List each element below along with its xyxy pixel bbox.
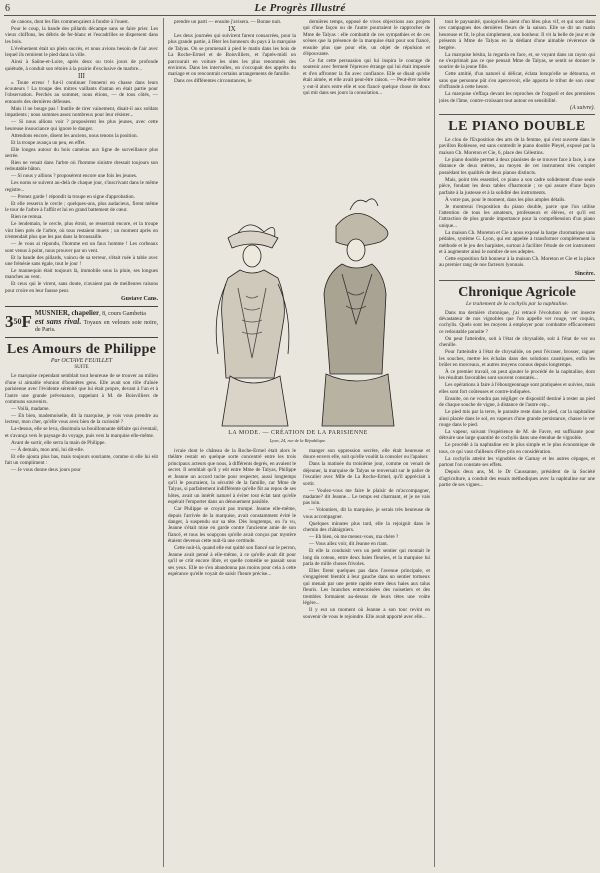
ad-price: $3^{50}F$: [5, 311, 32, 331]
paragraph: Et ceux qui le virent, sans doute, n'avaient pas de meilleures raisons pour croire en leur fausse peur.: [5, 281, 158, 294]
paragraph: de canons, dont les fûts commençaient à fondre à l'ouest.: [11, 19, 130, 25]
paragraph: Les opérations à faire à l'ébourgeonnage sont pratiquées et suivies, mais elles sont fort coûteuses et contre-indiquées.: [439, 382, 595, 395]
paragraph: prendre un parti — ensuite j'avisera. — Bonne nuit.: [174, 19, 282, 25]
paragraph: Ensuite, on ne voudra pas négliger ce dispositif destiné à rester au pied de chaque souche de vigne, à distance de l'autre cep...: [439, 395, 595, 409]
page-number: 6: [5, 3, 10, 14]
paragraph: Elles firent quelques pas dans l'avenue principale, et s'engagèrent bientôt à leur gauche dans un sentier tortueux qui menait par une pente rapide entre deux haies aux talus fleuris. Les branches entrecroisées des noisetiers et des trembles formaient au-dessus de leurs têtes une voûte légère...: [303, 568, 430, 607]
column-2-bottom: [168, 448, 296, 868]
section-numeral: III: [78, 71, 85, 80]
paragraph: « Toute erreur ! fut-il continuer l'ennemi en chasse dans leurs écouteurs ! La troupe des mitres vaillants d'antan en était partie pour l'observation. Perchés au sommet, nous étions, — de tous côtés, — entourés des dernières défenses.: [5, 79, 158, 105]
paragraph: — Voilà, madame.: [11, 405, 50, 412]
paragraph: Quelques minutes plus tard, elle la rejoignit dans le chemin des châtaigniers.: [303, 520, 430, 534]
column-1: [5, 19, 158, 867]
feuilleton-continued: [168, 448, 296, 577]
paragraph: Mais, point très essentiel, ce piano a son cadre solidement d'une seule pièce, fondant les deux tables d'harmonie ; ce qui assure d'une façon parfaite à la justesse et à la solidité des instruments.: [439, 176, 595, 196]
paragraph: Dans ces différentes circonstances, le: [174, 78, 252, 85]
paragraph: Le procédé à la naphtaline est le plus simple et le plus économique de tous, ce qui vaut d'ailleurs d'être pris en considération.: [439, 442, 595, 455]
paragraph: Le piano double permet à deux pianistes de se trouver face à face, à une distance de deux mètres, au moyen de cet instrument très complet possédant les qualités de deux pianos distincts.: [439, 156, 595, 176]
paragraph: Rien ne remua.: [11, 214, 43, 221]
paragraph: manger son oppression secrète, elle était heureuse et douce envers elle, soit qu'elle voulût la consoler ou l'apaiser.: [303, 448, 430, 461]
feuilleton-continued: [303, 19, 430, 96]
paragraph: Avant de sortir, elle serra la main de Philippe.: [11, 439, 106, 446]
paragraph: La cochylis atteint les vignobles de Gamay et les autres cépages, et partout l'on constate ses effets.: [439, 455, 595, 469]
piano-heading: LE PIANO DOUBLE: [448, 119, 586, 135]
paragraph: Les noms se suivent au-delà de chaque jour, s'inscrivant dans le même registre...: [5, 180, 158, 193]
page-header: [0, 0, 600, 16]
paragraph: Ainsi à Saône-et-Loire, après deux ou trois jours de profonde quiétude, à conduit son rétoire à la prairie d'exclusive de marbre...: [5, 59, 158, 72]
article-signature: Gustave Cans.: [120, 296, 158, 303]
paragraph: Le pied mis par la terre, le parasite reste dans le pied, car la naphtaline ainsi placée dans le sol, en vapeurs d'une grande persistance, chasse le ver rouge dans le pied.: [439, 409, 595, 429]
ad-text: MUSNIER, chapelier, 8, cours Gambetta est sans rival. Toyaux en velours soie noire, de Paris.: [34, 308, 158, 333]
feuilleton-continued: [439, 19, 595, 104]
paragraph: L'événement était un plein succès, et nous avions besoin de l'air avec lequel ils remirent le pied dans la ville.: [5, 45, 158, 59]
paragraph: Cette amitié, d'un naturel si délicat, éclata lorsqu'elle se détourna, et sans que personne pût s'en apercevoir, elle apporta le tribut de son cœur d'offrande à cette heure.: [439, 71, 595, 91]
paragraph: Et la bande des pillards, vaincu de sa terreur, s'était ruée à table avec une frénésie sans égale, tout le jour !: [5, 254, 158, 267]
column-3-top: [303, 19, 430, 194]
paragraph: Elle longea autour du bois caméras aux ligne de surveillance plus serrée.: [5, 146, 158, 160]
paragraph: La maison Ch. Moreton et Cie a nous exposé la harpe chromatique sans pédales, système G. Lyon, qui est appelée à transformer complètement la méthode et le jeu des harpistes, surtout à faciliter l'étude de cet instrument et à augmenter ainsi le nombre de ses adeptes.: [439, 229, 595, 255]
paragraph: Et elle ajouta plus bas, mais toujours souriante, comme si elle lui eût fait un compliment :: [5, 453, 158, 467]
agri-subheading: Le traitement de la cochylis par la naphtaline.: [465, 301, 569, 308]
advertisement: [5, 306, 158, 338]
feuilleton-suite: SUITE: [74, 364, 89, 370]
masthead: Le Progrès Illustré: [254, 2, 346, 14]
paragraph: Rien ne venait dans l'arbre où l'homme sinistre dressait toujours son redoutable bâton.: [5, 160, 158, 173]
paragraph: La vapeur, suivant l'expérience de M. de Favre, est suffisante pour détruire une large quantité de cochylis dans une étendue de vignoble.: [439, 429, 595, 442]
paragraph: — Je vous donne deux jours pour: [11, 467, 81, 474]
left-figure: [216, 225, 289, 426]
paragraph: tout le paysanité, quoiqu'elles aient d'un bleu plus vif, et qui sont dans ces campagnes des dernières fleurs de la saison. Elle se dit un matin heureuse et fit, le plus simplement, son bonheur. Il vit la belle de jour et de présents à Mme de Talyas en la dédiant d'une aimable révérence de bergère.: [439, 19, 595, 51]
piano-signature: Sincère.: [574, 270, 595, 277]
paragraph: — Si nous y allions ? proposèrent encore une fois les jeunes.: [11, 173, 138, 180]
paragraph: Les deux journées qui suivirent furent consacrées, pour la plus grande partie, à fêter les honneurs du pays à la marquise de Talyas. On se promenait à pied le matin dans les bois de La Roche-Ermel et de Boisvilliers, et l'après-midi on parcourait en voiture les sites les plus renommés des environs. Dans les intervalles, on s'occupait des apprêts du mariage et on rencontrait certains arrangements de famille.: [168, 33, 296, 78]
article-text: [5, 19, 158, 294]
section-divider: [439, 280, 595, 281]
paragraph: — Volontiers, dit la marquise, je serais très heureuse de vous accompagner.: [303, 507, 430, 520]
paragraph: — Prenez garde ! répondit la troupe en signe d'approbation.: [11, 193, 135, 200]
paragraph: La marquise hésita, la regarda en face, et, se voyant dans un rayon qui ne s'exprimait pas ce que pensait Mme de Talyas, se sentit se donner le sourire de la jeune fille.: [439, 51, 595, 71]
paragraph: Ce fut cette persuasion qui lui inspira le courage de soutenir avec fermeté l'épreuve étrange qui lui était imposée et d'en affronter la fin avec confiance. Elle se disait qu'elle était aimée, et elle avait peut-être raison. — Peut-être même y eut-il alors entre elle et son fiancé quelque chose de doux qui mit dans ses jours la consolation...: [303, 58, 430, 97]
section-divider: [439, 114, 595, 115]
paragraph: Depuis deux ans, M. le Dr Caussanne, président de la Société d'agriculture, a conduit des essais méthodiques avec la naphtaline sur une partie de ses vignes...: [439, 469, 595, 489]
feuilleton-title: Les Amours de Philippe: [6, 341, 157, 357]
paragraph: Le marquise cependant semblait tout heureuse de se trouver au milieu d'une si aimable réunion d'honnêtes gens. Elle avait son rôle d'aînée parisienne avec l'évidente sérénité que lui était propre, devant à l'un et à l'autre une grande prévenance, rappelant à M. de Boisvilliers de communs souvenirs.: [5, 373, 158, 405]
paragraph: On peut l'atteindre, soit à l'état de chrysalide, soit à l'état de ver ou chenille.: [439, 335, 595, 349]
agri-article: [439, 310, 595, 489]
column-4: [439, 19, 595, 867]
piano-article: [439, 137, 595, 269]
column-divider: [434, 18, 435, 867]
paragraph: Cette exposition fait honneur à la maison Ch. Moreton et Cie et la place au premier rang de nos facteurs lyonnais.: [439, 255, 595, 269]
paragraph: À votre pas, pour le moment, dans les plus amples détails.: [445, 196, 566, 203]
paragraph: Pour le coup, la bande des pillards décampe sans se faire prier. Les vieux chiffons, les débris de fer-blanc et l'escadrilles se dispersent dans les bois.: [5, 26, 158, 45]
section-numeral: IX: [228, 25, 236, 33]
paragraph: Je montrerai l'exposition du piano double, parce que l'on utilise l'attention de tous les amateurs, professeurs et élèves, et qu'il est l'attraction de plus grande importance pour la compréhension d'un piano unique...: [439, 203, 595, 229]
feuilleton-continued: [303, 448, 430, 620]
column-3-bottom: [303, 448, 430, 868]
paragraph: La marquise s'effaça devant les reproches de l'orgueil et des premières joies de l'âme, contre-croissant tout autour en sensibilité.: [439, 91, 595, 104]
header-rule: [4, 15, 596, 16]
illustration-caption: LA MODE. — CRÉATION DE LA PARISIENNE: [228, 430, 368, 436]
paragraph: Et elle la conduisit vers un petit sentier qui montait le long du coteau, entre deux haies fleuries, et la marquise lui parla de mille choses frivoles.: [303, 548, 430, 568]
paragraph: Car Philippe se croyait pas trompé. Jeanne elle-même, depuis l'arrivée de la marquise, avait constamment évité le danger, à suspendu sur sa tête. Dès longtemps, on l'a vu, Jeanne s'était mise en garde contre l'ancienne amie de son fiancé, et tous les soupçons qu'elle avait conçus par mystère étaient devenus cette nuit-là une certitude.: [168, 506, 296, 545]
paragraph: ivraie dont le château de la Roche-Ermel était alors le théâtre restait en quelque sorte concentré entre les trois principaux acteurs que nous, à différents degrés, en avaient le secret. Il semblait qu'il y eût entre Mme de Talyas, Philippe et Jeanne un accord tacite pour respecter, aussi longtemps qu'il le pourraient, la sécurité de la famille, car Mme de Talyas, si parfaitement indifférente qu'elle fût au repos de ses hôtes, avait un intérêt naturel à éviter tout éclat tant qu'elle espérait l'emporter dans un dénouement paisible.: [168, 448, 296, 506]
paragraph: — Si nous allions voir ? proposèrent les plus jeunes, avec cette heureuse insouciance qui ignore le danger.: [5, 119, 158, 132]
paragraph: Attendons encore, disent les anciens, nous tenons la position.: [11, 132, 138, 139]
feuilleton-text: [5, 373, 158, 473]
paragraph: Mais il ne bouge pas ! Inutile de tirer vainement, disait-il aux soldats impatients ; nous sommes assez nombreux pour leur résister...: [5, 105, 158, 119]
paragraph: Le clou de l'Exposition des arts de la femme, qui s'est ouverte dans le pavillon Rohleuse, est sans contredit le piano double Pleyel, exposé par la maison Ch. Moreton et Cie, 6, place des Célestins.: [439, 137, 595, 156]
paragraph: dernières temps, opposé de vives objections aux projets qui d'une façon ou de l'autre pourraient le rapprocher de Mme de Talyas : elle combattit de ces sympathies et de ces scènes que la présence de la marquise était pour son fiancé, ensuite plus que pour elle, un objet de répulsion et d'épouvante.: [303, 19, 430, 58]
column-divider: [163, 18, 164, 867]
fashion-illustration: [166, 196, 430, 428]
paragraph: — Eh bien, mademoiselle, dit la marquise, je vois vous prendre au lecteur, mon cher, qu'elle vous avez bien de la curiosité ?: [5, 412, 158, 426]
agri-heading: Chronique Agricole: [458, 285, 576, 301]
paragraph: Dans ma dernière chronique, j'ai retracé l'évolution de cet insecte dévastateur de nos vignobles que l'on appelle ver rouge, ver coquin, cochylis. Quels sont les moyens à employer pour combattre efficacement ce redoutable parasite ?: [439, 309, 595, 335]
paragraph: À ce premier travail, on peut ajouter le procédé de la naphtaline, dont les résultats favorables sont souvent constatés...: [439, 369, 595, 382]
paragraph: — À demain, mon ami, lui dit-elle.: [11, 446, 85, 453]
to-be-continued: (A suivre).: [570, 104, 595, 111]
paragraph: — Je vous ai répondu, l'homme est un faux homme ! Les corbeaux sont venus à point, nous prouver par un vent.: [5, 241, 158, 254]
column-2-top: [168, 19, 296, 194]
paragraph: Le lendemain, le cercle, plus étroit, se resserrait encore, et la troupe vint bien près de l'arbre, où tous restaient muets ; un moment après on n'entendait plus que les pas dans la broussaille.: [5, 221, 158, 241]
paragraph: Pour l'atteindre à l'état de chrysalide, on peut l'écraser, brosser, raguer les souches, mettre les échalas dans des solutions caustiques, enfin les brûler en morceaux, et autres moyens connus depuis longtemps.: [439, 349, 595, 368]
paragraph: Il y eut un moment où Jeanne a son tour revint en souvenir de vous le rejoindre. Elle avait apporté avec elle...: [303, 607, 430, 620]
paragraph: Cette nuit-là, quand elle eut quitté son fiancé sur le perron, Jeanne avait pensé à elle-même, à ce qu'elle avait dit pour qu'il se crût encore libre, et quelle comédie se passait sous ses yeux. Elle ne s'en abandonna pas moins pour cela à cette espérance qu'elle voyait de saisir l'heure précise...: [168, 545, 296, 577]
feuilleton-continued: [168, 19, 296, 85]
paragraph: Le mannequin était toujours là, immobile sous la pluie, ses longues manches au vent.: [5, 267, 158, 281]
paragraph: — Vous allez voir, dit Jeanne en riant.: [309, 541, 388, 548]
paragraph: Et elle resserra le cercle ; quelques-uns, plus audacieux, firent même le tour de l'arbre à l'affût et lui en grand battement de cœur.: [5, 200, 158, 214]
paragraph: — Eh bien, où me menez-vous, ma chère ?: [309, 534, 399, 541]
paragraph: — Voulez-vous me faire le plaisir de m'accompagner, madame? dit Jeanne... Le temps est charmant, et je ne vais pas loin.: [303, 487, 430, 507]
right-figure: [322, 199, 394, 426]
feuilleton-author: Par OCTAVE FEUILLET: [50, 357, 113, 364]
paragraph: Et la troupe avança un peu, en effet.: [11, 139, 86, 146]
illustration-credit: Lyon, 24, rue de la République.: [269, 438, 327, 443]
paragraph: Dans la matinée du troisième jour, comme on venait de déjeuner, la marquise de Talyas se renversait sur le palier de l'escalier avec Mlle de La Roche-Ermel, qu'il appréciait à sortir.: [303, 461, 430, 487]
paragraph: La-dessus, elle se leva, dissimula sa bouillonnante défaite qui éventail, et s'avança vers le paysage du voyage, puis vers la marquise elle-même.: [5, 426, 158, 439]
